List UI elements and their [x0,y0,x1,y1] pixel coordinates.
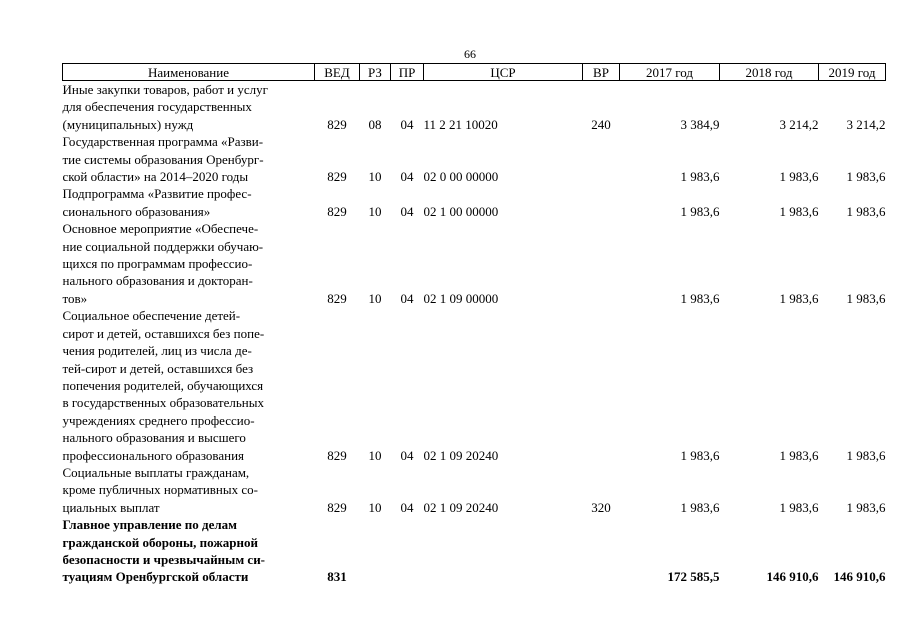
row-name [63,220,315,307]
row-rz: 10 [368,203,382,219]
row-name-line: Иные закупки товаров, работ и услуг [62,82,268,97]
row-name-line: тей-сирот и детей, оставшихся без [62,360,254,376]
row-name-line: профессионального образования [62,447,245,463]
row-csr: 02 1 00 00000 [423,203,499,219]
row-name-line: в государственных образовательных [62,395,264,411]
row-pr: 04 [400,290,414,306]
row-vr: 320 [591,499,611,515]
row-ved: 831 [327,569,347,585]
row-2018: 1 983,6 [779,169,819,185]
row-rz: 10 [368,290,382,306]
row-name-line: Основное мероприятие «Обеспече- [62,221,259,237]
row-name [63,185,315,220]
row-csr: 02 1 09 00000 [423,290,499,306]
row-name [63,307,315,464]
row-name [63,516,315,586]
row-name-line: туациям Оренбургской области [62,569,249,585]
row-name-line: нального образования и докторан- [62,273,253,289]
row-rz: 10 [368,169,382,185]
row-name-line: гражданской обороны, пожарной [62,534,258,550]
row-vr [583,220,620,307]
table-row [63,516,886,586]
table-body [63,81,886,586]
row-csr: 02 1 09 20240 [423,447,499,463]
row-name-line: чения родителей, лиц из числа де- [62,343,252,359]
row-2018: 1 983,6 [779,447,819,463]
row-name-line: (муниципальных) нужд [62,116,194,132]
row-vr [583,133,620,185]
row-rz: 08 [368,116,382,132]
row-name-line: ние социальной поддержки обучаю- [62,238,264,254]
row-ved: 829 [327,169,347,185]
row-pr: 04 [400,169,414,185]
row-2017: 3 384,9 [680,116,720,132]
row-pr: 04 [400,116,414,132]
row-2017: 1 983,6 [680,447,720,463]
row-name-line: Государственная программа «Разви- [62,134,264,150]
row-csr: 02 1 09 20240 [423,499,499,515]
budget-table [62,63,886,586]
row-ved: 829 [327,499,347,515]
header-vr: ВР [583,64,620,81]
row-csr [424,516,583,586]
table-row [63,133,886,185]
row-name-line: учреждениях среднего профессио- [62,412,255,428]
row-name-line: ской области» на 2014–2020 годы [62,169,249,185]
row-2018: 1 983,6 [779,290,819,306]
row-vr [583,185,620,220]
row-name-line: сирот и детей, оставшихся без попе- [62,325,265,341]
header-rz: РЗ [360,64,391,81]
row-pr: 04 [400,203,414,219]
row-name-line: Социальное обеспечение детей- [62,308,241,324]
row-name-line: Социальные выплаты гражданам, [62,464,250,480]
row-2019: 1 983,6 [846,203,886,219]
row-name [63,464,315,516]
row-name-line: нального образования и высшего [62,430,246,446]
header-csr: ЦСР [424,64,583,81]
table-row [63,185,886,220]
row-name-line: кроме публичных нормативных со- [62,482,258,498]
row-2018: 1 983,6 [779,499,819,515]
row-vr [583,516,620,586]
header-2017: 2017 год [620,64,720,81]
row-2019: 1 983,6 [846,290,886,306]
row-vr [583,307,620,464]
row-2018: 146 910,6 [766,569,819,585]
row-name-line: циальных выплат [62,499,160,515]
row-2019: 3 214,2 [846,116,886,132]
row-2019: 1 983,6 [846,499,886,515]
row-name-line: тие системы образования Оренбург- [62,151,264,167]
row-name-line: Подпрограмма «Развитие профес- [62,186,252,202]
row-rz: 10 [368,447,382,463]
row-name-line: для обеспечения государственных [62,99,252,115]
row-ved: 829 [327,116,347,132]
row-2017: 172 585,5 [667,569,720,585]
row-csr: 02 0 00 00000 [423,169,499,185]
table-row [63,81,886,134]
header-2019: 2019 год [819,64,886,81]
header-pr: ПР [391,64,424,81]
page-number: 66 [464,47,476,61]
row-name-line: сионального образования» [62,203,211,219]
row-rz: 10 [368,499,382,515]
row-name [63,133,315,185]
row-2019: 1 983,6 [846,169,886,185]
row-2019: 1 983,6 [846,447,886,463]
row-name-line: тов» [62,290,88,306]
row-2018: 3 214,2 [779,116,819,132]
row-name-line: безопасности и чрезвычайным си- [62,551,266,567]
row-pr [391,516,424,586]
row-ved: 829 [327,447,347,463]
row-2019: 146 910,6 [833,569,886,585]
row-name-line: Главное управление по делам [62,517,237,533]
header-ved: ВЕД [315,64,360,81]
row-rz [360,516,391,586]
row-csr: 11 2 21 10020 [423,116,498,132]
row-ved: 829 [327,290,347,306]
row-2017: 1 983,6 [680,203,720,219]
table-header-row [63,64,886,81]
header-name: Наименование [63,64,315,81]
row-name-line: щихся по программам профессио- [62,256,253,272]
table-row [63,220,886,307]
row-name-line: попечения родителей, обучающихся [62,377,264,393]
header-2018: 2018 год [720,64,819,81]
row-2018: 1 983,6 [779,203,819,219]
row-pr: 04 [400,447,414,463]
row-pr: 04 [400,499,414,515]
row-name [63,81,315,134]
row-ved: 829 [327,203,347,219]
row-2017: 1 983,6 [680,169,720,185]
row-2017: 1 983,6 [680,499,720,515]
row-2017: 1 983,6 [680,290,720,306]
table-row [63,464,886,516]
table-row [63,307,886,464]
row-vr: 240 [591,116,611,132]
